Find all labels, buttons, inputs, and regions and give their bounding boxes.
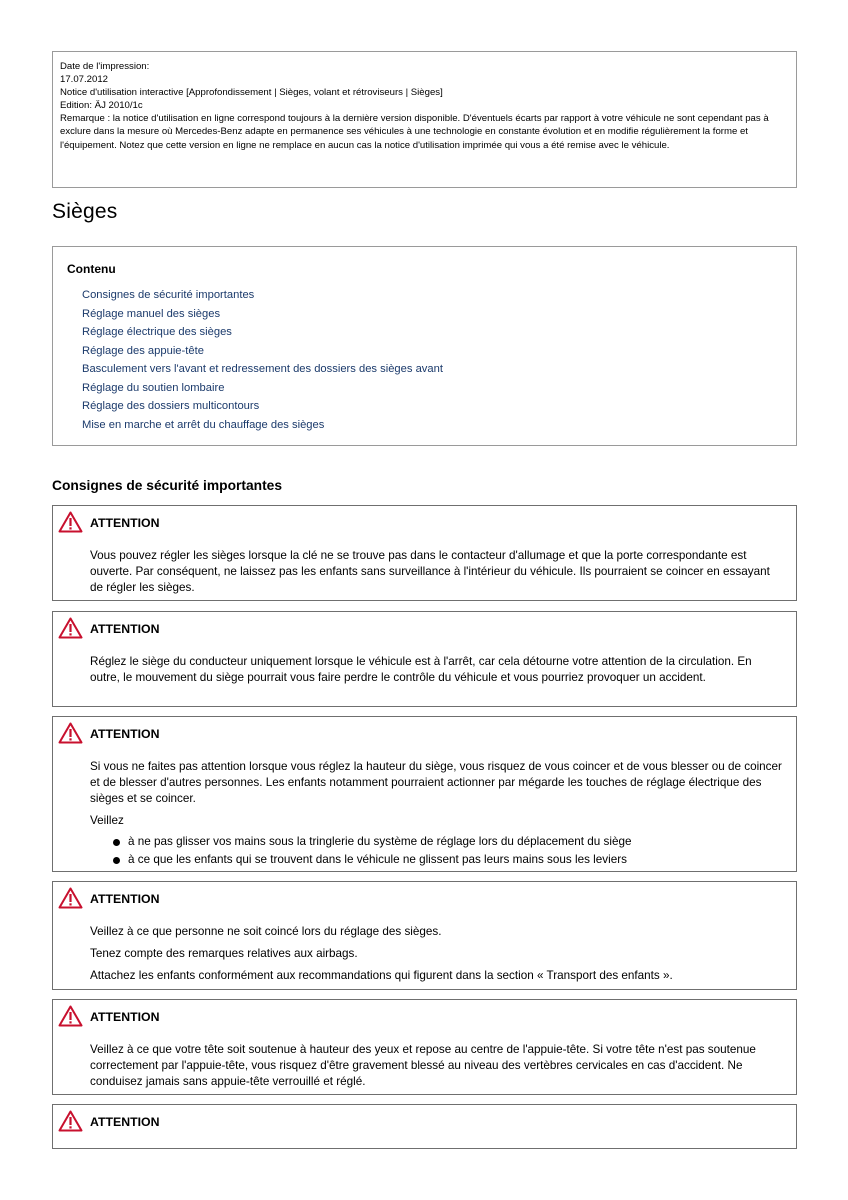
warning-triangle-icon (58, 1110, 83, 1132)
warning-triangle-icon (58, 1005, 83, 1027)
warning-title: ATTENTION (90, 622, 160, 636)
toc-link[interactable]: Réglage électrique des sièges (82, 326, 232, 338)
warning-box (52, 1104, 797, 1149)
page-title: Sièges (52, 200, 118, 223)
print-info-box (52, 51, 797, 188)
warning-text: Attachez les enfants conformément aux recommandations qui figurent dans la section « Transport des enfants ». (90, 968, 673, 982)
edition: Edition: ÄJ 2010/1c (60, 100, 143, 112)
warning-title: ATTENTION (90, 892, 160, 906)
print-date-label: Date de l'impression: (60, 61, 150, 72)
warning-text: Veillez à ce que votre tête soit soutenue à hauteur des yeux et repose au centre de l'appuie-tête. Si votre tête n'est pas soutenue correctement par l'appuie-tête, vous risquez d'être gravement blessé au niveau des vertèbres cervicales en cas d'accident. Ne conduisez jamais sans appuie-tête verrouillé et réglé. (90, 1042, 756, 1088)
warning-box (52, 505, 797, 601)
toc-title: Contenu (67, 262, 116, 276)
warning-text: Si vous ne faites pas attention lorsque vous réglez la hauteur du siège, vous risquez de vous coincer et de vous blesser ou de coincer et de blesser d'autres personnes. Les enfants notamment pourraient actionner par mégarde les touches de réglage électrique des sièges et se coincer. (90, 759, 782, 805)
warning-triangle-icon (58, 722, 83, 744)
warning-title: ATTENTION (90, 1115, 160, 1129)
list-item: à ne pas glisser vos mains sous la tringlerie du système de réglage lors du déplacement du siège (113, 833, 782, 852)
toc-link[interactable]: Consignes de sécurité importantes (82, 289, 255, 301)
warning-title: ATTENTION (90, 516, 160, 530)
warning-text: Vous pouvez régler les sièges lorsque la clé ne se trouve pas dans le contacteur d'allumage et que la porte correspondante est ouverte. Par conséquent, ne laissez pas les enfants sans surveillance à l'intérieur du véhicule. Ils pourraient se coincer en essayant de régler les sièges. (90, 548, 770, 594)
toc-link[interactable]: Réglage des dossiers multicontours (82, 400, 260, 412)
warning-triangle-icon (58, 511, 83, 533)
warning-text: Veillez (90, 813, 124, 827)
warning-triangle-icon (58, 887, 83, 909)
toc-list (67, 286, 796, 434)
toc-link[interactable]: Réglage manuel des sièges (82, 307, 221, 320)
page-bottom-rule (52, 1148, 797, 1149)
warning-box (52, 611, 797, 707)
toc-link[interactable]: Réglage du soutien lombaire (82, 381, 225, 394)
toc-link[interactable]: Mise en marche et arrêt du chauffage des sièges (82, 418, 325, 431)
warning-title: ATTENTION (90, 1010, 160, 1024)
warning-triangle-icon (58, 617, 83, 639)
table-of-contents (52, 246, 797, 446)
warning-text: Réglez le siège du conducteur uniquement lorsque le véhicule est à l'arrêt, car cela détourne votre attention de la circulation. En outre, le mouvement du siège pourrait vous faire perdre le contrôle du véhicule et vous pourriez provoquer un accident. (90, 654, 752, 684)
notice-breadcrumb: Notice d'utilisation interactive [Approfondissement | Sièges, volant et rétroviseurs | Sièges] (60, 87, 443, 99)
warning-box (52, 716, 797, 872)
list-item: à ce que les enfants qui se trouvent dans le véhicule ne glissent pas leurs mains sous les leviers (113, 851, 782, 870)
remark: Remarque : la notice d'utilisation en ligne correspond toujours à la dernière version disponible. D'éventuels écarts par rapport à votre véhicule ne sont cependant pas à exclure dans la mesure où Mercedes-Benz adapte en permanence ses véhicules à une technologie en constante évolution et en modifie régulièrement la forme et l'équipement. Notez que cette version en ligne ne remplace en aucun cas la notice d'utilisation imprimée qui vous a été remise avec le véhicule. (60, 113, 769, 151)
warning-title: ATTENTION (90, 727, 160, 741)
section-heading: Consignes de sécurité importantes (52, 478, 283, 493)
warning-box (52, 881, 797, 990)
toc-link[interactable]: Réglage des appuie-tête (82, 344, 204, 357)
print-date: 17.07.2012 (60, 74, 109, 86)
warning-text: Veillez à ce que personne ne soit coincé lors du réglage des sièges. (90, 924, 442, 938)
toc-link[interactable]: Basculement vers l'avant et redressement des dossiers des sièges avant (82, 363, 443, 375)
warning-box (52, 999, 797, 1095)
bullet-list (90, 833, 782, 870)
warning-text: Tenez compte des remarques relatives aux airbags. (90, 946, 358, 960)
